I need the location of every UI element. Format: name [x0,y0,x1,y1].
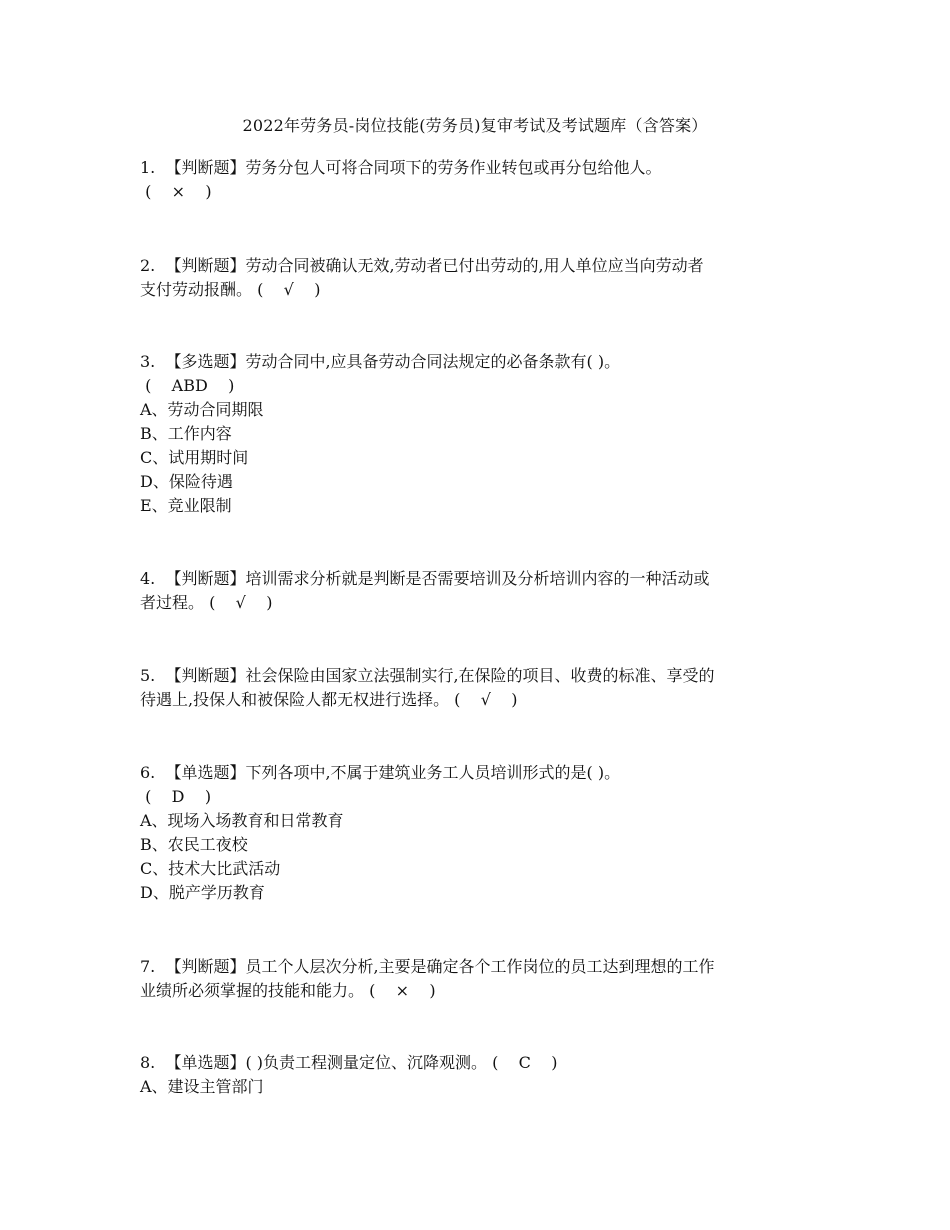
question-5-stem-line-2: 待遇上,投保人和被保险人都无权进行选择。 ( √ ) [140,690,518,709]
question-3-option: E、竞业限制 [140,496,232,515]
question-2 [140,254,820,302]
question-6-option: B、农民工夜校 [140,835,248,854]
question-3-stem: 3. 【多选题】劳动合同中,应具备劳动合同法规定的必备条款有( )。 [140,352,621,371]
question-3-option: A、劳动合同期限 [140,400,264,419]
question-6-stem: 6. 【单选题】下列各项中,不属于建筑业务工人员培训形式的是( )。 [140,763,621,782]
question-6-option: C、技术大比武活动 [140,859,281,878]
question-3 [140,350,820,518]
question-4 [140,567,820,615]
question-8-stem: 8. 【单选题】( )负责工程测量定位、沉降观测。 ( C ) [140,1053,558,1072]
question-3-option: D、保险待遇 [140,472,233,491]
question-6-answer: ( D ) [140,787,212,806]
question-3-option: B、工作内容 [140,424,232,443]
question-3-option: C、试用期时间 [140,448,249,467]
question-2-stem-line-1: 2. 【判断题】劳动合同被确认无效,劳动者已付出劳动的,用人单位应当向劳动者 [140,256,704,275]
page-title: 2022年劳务员-岗位技能(劳务员)复审考试及考试题库（含答案） [242,116,708,135]
question-7 [140,955,820,1003]
question-3-answer: ( ABD ) [140,376,235,395]
question-2-stem-line-2: 支付劳动报酬。 ( √ ) [140,280,321,299]
question-1 [140,156,820,204]
question-5 [140,664,820,712]
question-4-stem-line-1: 4. 【判断题】培训需求分析就是判断是否需要培训及分析培训内容的一种活动或 [140,569,710,588]
question-8 [140,1051,820,1099]
question-5-stem-line-1: 5. 【判断题】社会保险由国家立法强制实行,在保险的项目、收费的标准、享受的 [140,666,715,685]
question-8-option: A、建设主管部门 [140,1077,264,1096]
question-1-answer: ( × ) [140,182,212,201]
question-6-option: D、脱产学历教育 [140,883,265,902]
question-6 [140,761,820,905]
question-1-stem: 1. 【判断题】劳务分包人可将合同项下的劳务作业转包或再分包给他人。 [140,158,662,177]
question-4-stem-line-2: 者过程。 ( √ ) [140,593,273,612]
question-7-stem-line-1: 7. 【判断题】员工个人层次分析,主要是确定各个工作岗位的员工达到理想的工作 [140,957,715,976]
question-7-stem-line-2: 业绩所必须掌握的技能和能力。 ( × ) [140,981,436,1000]
question-6-option: A、现场入场教育和日常教育 [140,811,344,830]
